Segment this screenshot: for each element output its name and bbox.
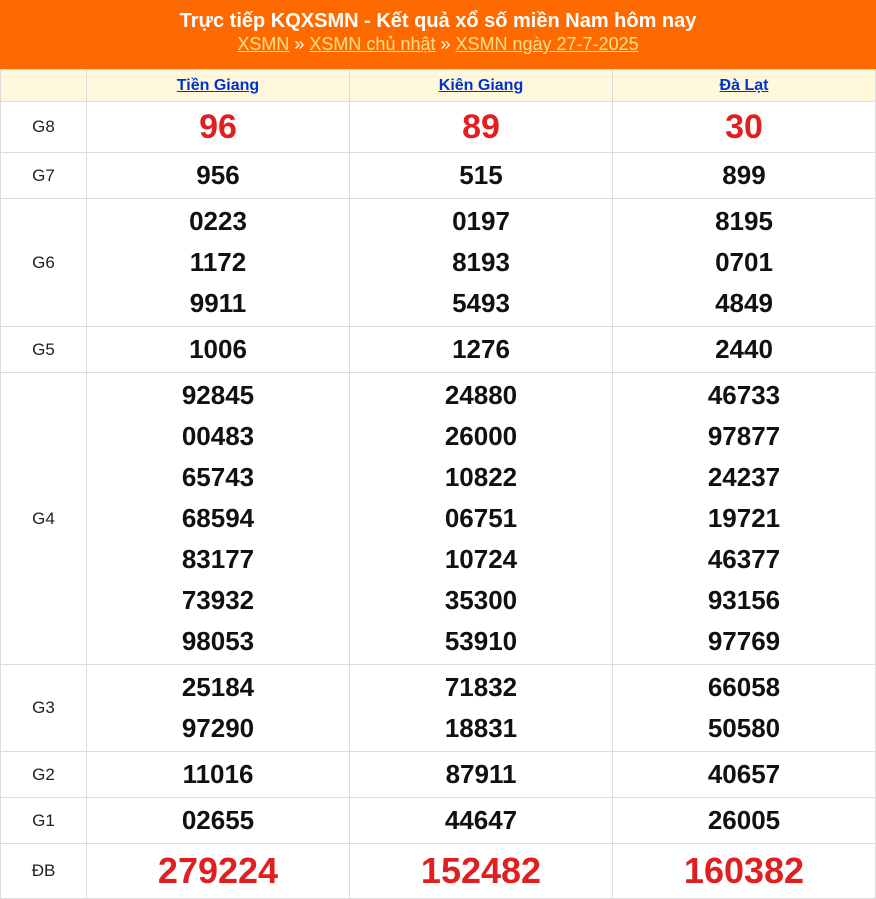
header-corner-cell — [1, 70, 87, 102]
result-number: 956 — [196, 160, 240, 190]
result-cell — [87, 327, 350, 373]
result-number: 26000 — [444, 421, 518, 451]
result-number: 10822 — [444, 462, 518, 492]
result-number: 10724 — [444, 544, 518, 574]
result-number: 19721 — [707, 503, 781, 533]
prize-row — [1, 327, 876, 373]
result-cell — [350, 102, 613, 153]
prize-label: G4 — [1, 373, 87, 665]
prize-label: G6 — [1, 199, 87, 327]
prize-row — [1, 153, 876, 199]
result-number: 68594 — [181, 503, 255, 533]
result-cell — [350, 199, 613, 327]
result-cell — [87, 199, 350, 327]
result-cell — [613, 102, 876, 153]
result-number: 2440 — [715, 334, 773, 364]
result-number: 92845 — [181, 380, 255, 410]
prize-label: ĐB — [1, 844, 87, 899]
prize-label: G3 — [1, 665, 87, 752]
result-number: 152482 — [420, 850, 542, 891]
result-number: 0223 — [189, 206, 247, 236]
result-number: 5493 — [452, 288, 510, 318]
result-number: 4849 — [715, 288, 773, 318]
result-number: 515 — [459, 160, 503, 190]
result-number: 24237 — [707, 462, 781, 492]
result-number: 06751 — [444, 503, 518, 533]
result-number: 97290 — [181, 713, 255, 743]
result-number: 65743 — [181, 462, 255, 492]
result-number: 46377 — [707, 544, 781, 574]
result-number: 26005 — [707, 805, 781, 835]
prize-label: G1 — [1, 798, 87, 844]
result-cell — [350, 327, 613, 373]
prize-label: G2 — [1, 752, 87, 798]
result-number: 96 — [199, 108, 237, 146]
result-number: 40657 — [707, 759, 781, 789]
result-cell — [613, 199, 876, 327]
result-cell — [613, 752, 876, 798]
prize-row — [1, 102, 876, 153]
prize-row — [1, 373, 876, 665]
result-cell — [350, 844, 613, 899]
breadcrumb-link-xsmn-sunday[interactable]: XSMN chủ nhật — [309, 34, 436, 54]
result-number: 8195 — [715, 206, 773, 236]
result-cell — [350, 373, 613, 665]
province-header — [350, 70, 613, 102]
result-number: 71832 — [444, 672, 518, 702]
results-table — [0, 69, 876, 899]
result-number: 160382 — [683, 850, 805, 891]
breadcrumb-separator: » — [440, 34, 451, 54]
prize-row — [1, 798, 876, 844]
breadcrumb-link-xsmn-date[interactable]: XSMN ngày 27-7-2025 — [455, 34, 639, 54]
result-cell — [87, 752, 350, 798]
province-link-da-lat[interactable]: Đà Lạt — [719, 76, 769, 94]
result-number: 18831 — [444, 713, 518, 743]
result-cell — [613, 327, 876, 373]
result-number: 24880 — [444, 380, 518, 410]
result-number: 279224 — [157, 850, 279, 891]
result-number: 8193 — [452, 247, 510, 277]
page-title: Trực tiếp KQXSMN - Kết quả xổ số miền Nam hôm nay — [179, 10, 697, 32]
prize-row — [1, 199, 876, 327]
results-body — [1, 102, 876, 899]
result-cell — [613, 373, 876, 665]
result-cell — [87, 798, 350, 844]
result-number: 1276 — [452, 334, 510, 364]
prize-row — [1, 665, 876, 752]
result-number: 0197 — [452, 206, 510, 236]
result-number: 1172 — [189, 247, 247, 277]
result-number: 87911 — [445, 759, 517, 789]
result-number: 11016 — [182, 759, 254, 789]
result-number: 89 — [462, 108, 500, 146]
result-cell — [350, 798, 613, 844]
result-number: 66058 — [707, 672, 781, 702]
result-number: 30 — [725, 108, 763, 146]
prize-row — [1, 844, 876, 899]
prize-label: G7 — [1, 153, 87, 199]
result-cell — [87, 844, 350, 899]
prize-label: G5 — [1, 327, 87, 373]
result-number: 93156 — [707, 585, 781, 615]
result-number: 9911 — [189, 288, 247, 318]
province-header — [87, 70, 350, 102]
result-cell — [613, 798, 876, 844]
result-cell — [613, 153, 876, 199]
result-cell — [87, 153, 350, 199]
result-number: 25184 — [181, 672, 255, 702]
province-link-tien-giang[interactable]: Tiền Giang — [176, 76, 260, 94]
result-cell — [350, 153, 613, 199]
result-number: 35300 — [444, 585, 518, 615]
breadcrumb — [0, 33, 876, 55]
result-cell — [613, 665, 876, 752]
result-number: 44647 — [444, 805, 518, 835]
result-number: 02655 — [181, 805, 255, 835]
result-number: 83177 — [181, 544, 255, 574]
breadcrumb-separator: » — [294, 34, 305, 54]
result-number: 97769 — [707, 626, 781, 656]
province-header — [613, 70, 876, 102]
result-number: 50580 — [707, 713, 781, 743]
result-number: 98053 — [181, 626, 255, 656]
province-link-kien-giang[interactable]: Kiên Giang — [438, 76, 524, 94]
prize-label: G8 — [1, 102, 87, 153]
result-number: 1006 — [189, 334, 247, 364]
result-cell — [350, 665, 613, 752]
result-cell — [350, 752, 613, 798]
result-number: 0701 — [715, 247, 773, 277]
result-cell — [87, 102, 350, 153]
breadcrumb-link-xsmn[interactable]: XSMN — [237, 34, 290, 54]
result-number: 53910 — [444, 626, 518, 656]
result-cell — [87, 665, 350, 752]
result-number: 73932 — [181, 585, 255, 615]
result-cell — [613, 844, 876, 899]
page-header — [0, 0, 876, 69]
prize-row — [1, 752, 876, 798]
result-number: 46733 — [707, 380, 781, 410]
result-number: 97877 — [707, 421, 781, 451]
result-number: 00483 — [181, 421, 255, 451]
result-number: 899 — [722, 160, 766, 190]
table-header-row — [1, 70, 876, 102]
result-cell — [87, 373, 350, 665]
